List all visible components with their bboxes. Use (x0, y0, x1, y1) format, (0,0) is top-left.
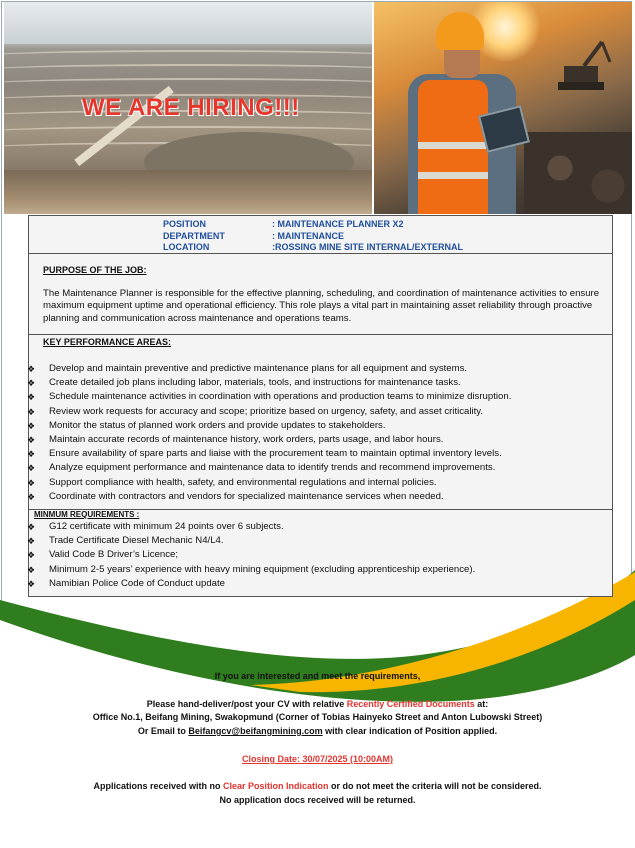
bullet-icon: ❖ (27, 364, 36, 374)
list-item: ❖ Analyze equipment performance and maintenance data to identify trends and recommend improvements. (29, 461, 511, 475)
job-info-box (28, 215, 613, 597)
bullet-icon: ❖ (27, 564, 36, 575)
excavator-icon (544, 36, 614, 96)
bullet-icon: ❖ (27, 378, 36, 389)
bullet-icon: ❖ (27, 392, 36, 403)
list-item: ❖ Namibian Police Code of Conduct update (29, 577, 475, 591)
bullet-icon: ❖ (27, 578, 36, 589)
position-indication-highlight: Clear Position Indication (222, 781, 329, 791)
purpose-title: PURPOSE OF THE JOB: (43, 265, 147, 275)
list-item: ❖ Develop and maintain preventive and predictive maintenance plans for all equipment and systems. (29, 362, 511, 376)
requirements-section (29, 510, 612, 596)
worker-photo (374, 2, 632, 214)
kpa-list (29, 362, 511, 504)
list-item: ❖ Ensure availability of spare parts and liaise with the procurement team to maintain optimal inventory levels. (29, 447, 511, 461)
kpa-title: KEY PERFORMANCE AREAS: (43, 337, 172, 347)
requirements-title: MINMUM REQUIREMENTS : (34, 510, 140, 519)
criteria-line: Applications received with no Clear Position Indication or do not meet the criteria will not be considered. (93, 781, 542, 791)
list-item: ❖ Support compliance with health, safety, and environmental regulations and internal policies. (29, 476, 511, 490)
bullet-icon: ❖ (27, 435, 36, 446)
bullet-icon: ❖ (27, 463, 36, 474)
closing-date: Closing Date: 30/07/2025 (10:00AM) (241, 754, 394, 764)
email-line: Or Email to Beifangcv@beifangmining.com with clear indication of Position applied. (137, 726, 498, 736)
list-item: ❖ Valid Code B Driver’s Licence; (29, 548, 475, 562)
purpose-text: The Maintenance Planner is responsible for the effective planning, scheduling, and coordination of maintenance activities to ensure maximum equipment uptime and operational efficiency. This role plays a vital part in maintaining asset reliability through proactive planning and communication across maintenance and operations teams. (43, 288, 600, 324)
list-item: ❖ Maintain accurate records of maintenance history, work orders, parts usage, and labor hours. (29, 433, 511, 447)
hiring-title: WE ARE HIRING!!! (82, 94, 300, 121)
bullet-icon: ❖ (27, 420, 36, 431)
kpa-section (29, 335, 612, 510)
bullet-icon: ❖ (27, 550, 36, 561)
deliver-line: Please hand-deliver/post your CV with relative Recently Certified Documents at: (146, 699, 489, 709)
bullet-icon: ❖ (27, 522, 36, 532)
position-table: POSITION : MAINTENANCE PLANNER X2 DEPARTMENT : MAINTENANCE LOCATION :ROSSING MINE SITE INTERNAL/EXTERNAL (29, 216, 612, 254)
bullet-icon: ❖ (27, 536, 36, 547)
email-link[interactable]: Beifangcv@beifangmining.com (188, 726, 323, 736)
list-item: ❖ Schedule maintenance activities in coordination with operations and production teams to minimize disruption. (29, 390, 511, 404)
list-item: ❖ Trade Certificate Diesel Mechanic N4/L4. (29, 534, 475, 548)
bullet-icon: ❖ (27, 491, 36, 502)
list-item: ❖ Monitor the status of planned work orders and provide updates to stakeholders. (29, 419, 511, 433)
list-item: ❖ Minimum 2-5 years’ experience with heavy mining equipment (excluding apprenticeship experience). (29, 563, 475, 577)
address-line: Office No.1, Beifang Mining, Swakopmund (Corner of Tobias Hainyeko Street and Anton Lubowski Street) (92, 712, 543, 722)
bullet-icon: ❖ (27, 449, 36, 460)
certified-docs-highlight: Recently Certified Documents (346, 699, 475, 709)
list-item: ❖ Create detailed job plans including labor, materials, tools, and instructions for maintenance tasks. (29, 376, 511, 390)
mine-pit-photo (4, 2, 372, 214)
list-item: ❖ Review work requests for accuracy and scope; prioritize based on urgency, safety, and asset criticality. (29, 405, 511, 419)
no-return-line: No application docs received will be returned. (219, 795, 416, 805)
bullet-icon: ❖ (27, 406, 36, 417)
purpose-section (29, 253, 612, 335)
list-item: ❖ Coordinate with contractors and vendors for specialized maintenance services when needed. (29, 490, 511, 504)
list-item: ❖ G12 certificate with minimum 24 points over 6 subjects. (29, 520, 475, 534)
requirements-list (29, 520, 475, 591)
bullet-icon: ❖ (27, 477, 36, 488)
interested-line: If you are interested and meet the requirements, (214, 671, 421, 681)
